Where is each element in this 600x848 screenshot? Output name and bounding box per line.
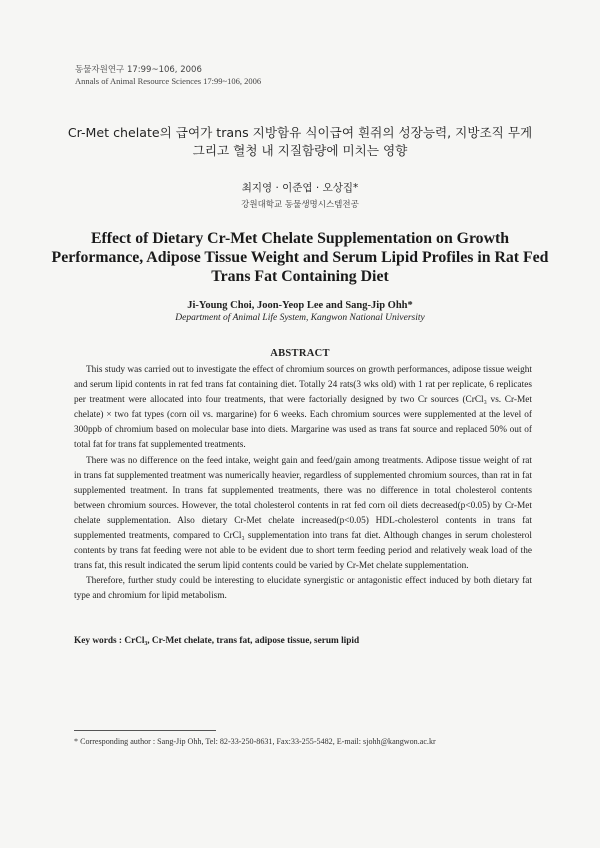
footnote-divider <box>74 730 216 731</box>
title-ko: Cr-Met chelate의 급여가 trans 지방함유 식이급여 흰쥐의 성장능력, 지방조직 무게 그리고 혈청 내 지질함량에 미치는 영향 <box>67 125 533 158</box>
abstract-paragraph-2: There was no difference on the feed intake, weight gain and feed/gain among treatments. Adipose tissue weight of rat in trans fat supplemented treatment was numerically heavier, regardless of supplemented chromium sources, than rat in fat supplemented treatment. In trans fat supplemented treatments, there was no difference in total cholesterol contents between chromium sources. However, the total cholesterol contents in rat fed corn oil diets decreased(p<0.05) by Cr-Met chelate supplementation. Also dietary Cr-Met chelate increased(p<0.05) HDL-cholesterol contents in trans fat supplemented treatments, compared to CrCl₃ supplementation into trans fat diet. Although changes in serum cholesterol contents by trans fat feeding were not able to be evident due to short term feeding period and relatively weak load of the trans fat, this result indicated the serum lipid contents could be varied by Cr-Met chelate supplementation. <box>74 455 532 572</box>
affiliation-en: Department of Animal Life System, Kangwon National University <box>175 313 425 323</box>
abstract-paragraph-1: This study was carried out to investigate the effect of chromium sources on growth performances, adipose tissue weight and serum lipid contents in rat fed trans fat containing diet. Totally 24 rats(3 wks old) with 1 rat per replicate, 6 replicates per treatment were allocated into four treatments, that were factorially designed by two Cr sources (CrCl₃ vs. Cr-Met chelate) × two fat types (corn oil vs. margarine) for 6 weeks. Each chromium sources were supplemented at the level of 300ppb of chromium based on molecular base into diets. Margarine was used as trans fat source and replaced 50% out of total fat for trans fat supplemented treatments. <box>74 365 532 451</box>
affiliation-ko: 강원대학교 동물생명시스템전공 <box>241 200 359 210</box>
keywords: Key words : CrCl₃, Cr-Met chelate, trans fat, adipose tissue, serum lipid <box>74 636 360 646</box>
authors-en: Ji-Young Choi, Joon-Yeop Lee and Sang-Jip Ohh* <box>187 300 413 311</box>
journal-header-ko: 동물자원연구 17:99~106, 2006 <box>75 65 202 75</box>
abstract-heading: ABSTRACT <box>270 348 330 359</box>
journal-header-en: Annals of Animal Resource Sciences 17:99~106, 2006 <box>75 76 262 86</box>
title-en: Effect of Dietary Cr-Met Chelate Supplementation on Growth Performance, Adipose Tissue Weight and Serum Lipid Profiles in Rat Fed Trans Fat Containing Diet <box>51 230 549 285</box>
authors-ko: 최지영 · 이준엽 · 오상집* <box>241 182 359 194</box>
abstract-paragraph-3: Therefore, further study could be interesting to elucidate synergistic or antagonistic effect induced by both dietary fat type and chromium for lipid metabolism. <box>74 576 532 602</box>
abstract-body <box>74 363 532 605</box>
corresponding-author-footnote: * Corresponding author : Sang-Jip Ohh, Tel: 82-33-250-8631, Fax:33-255-5482, E-mail: sjohh@kangwon.ac.kr <box>74 737 436 746</box>
